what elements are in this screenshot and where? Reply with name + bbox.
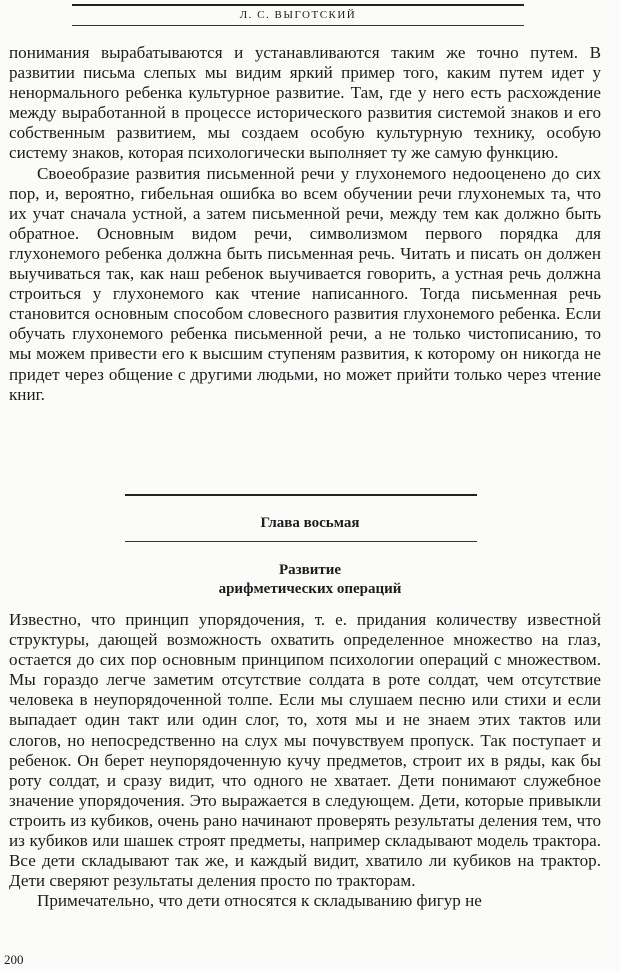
paragraph-continuation: понимания вырабатываются и устанавливаются таким же точно путем. В развитии письма слепых мы видим яркий пример того, каким путем идет у ненормального ребенка культурное развитие. Там, где у него есть расхождение между выработанной в процессе исторического развития системой знаков и его собственным развитием, мы создаем особую культурную технику, особую систему знаков, которая психологически выполняет ту же самую функцию.	[9, 43, 601, 163]
section-title-line-2: арифметических операций	[218, 580, 402, 597]
text-block-lower	[9, 610, 601, 911]
text-block-upper	[9, 43, 601, 405]
running-head-text: Л. С. ВЫГОТСКИЙ	[239, 9, 357, 21]
chapter-rule-bottom	[125, 541, 477, 542]
chapter-heading: Глава восьмая	[260, 515, 360, 531]
page-number: 200	[4, 952, 24, 967]
section-title-line-1: Развитие	[278, 562, 342, 578]
paragraph-deaf-mute-writing: Своеобразие развития письменной речи у глухонемого недооценено до сих пор, и, вероятно, гибельная ошибка во всем обучении речи глухонемых та, что их учат сначала устной, а затем письменной речи, между тем как должно быть обратное. Основным видом речи, символизмом первого порядка для глухонемого ребенка должна быть письменная речь. Читать и писать он должен выучиваться так, как наш ребенок выучивается говорить, а устная речь должна строиться у глухонемого как чтение написанного. Тогда письменная речь становится основным способом словесного развития глухонемого ребенка. Если обучать глухонемого ребенка письменной речи, а не только чистописанию, то мы можем привести его к высшим ступеням развития, к которому он никогда не придет через общение с другими людьми, но может прийти только через чтение книг.	[9, 163, 601, 404]
paragraph-ordering-principle: Известно, что принцип упорядочения, т. е. придания количеству известной структуры, дающей возможность охватить определенное множество на глаз, остается до сих пор основным принципом психологии операций с множеством. Мы гораздо легче заметим отсутствие солдата в роте солдат, чем отсутствие человека в неупорядоченной толпе. Если мы слушаем песню или стихи и если выпадает один такт или один слог, то, хотя мы и не знаем этих тактов или слогов, но непосредственно на слух мы почувствуем пропуск. Так поступает и ребенок. Он берет неупорядоченную кучу предметов, строит их в ряды, как бы роту солдат, и сразу видит, что одного не хватает. Дети понимают служебное значение упорядочения. Это выражается в следующем. Дети, которые привыкли строить из кубиков, очень рано начинают проверять результаты деления тем, что из кубиков или шашек строят предметы, например складывают модель трактора. Все дети складывают так же, и каждый видит, хватило ли кубиков на трактор. Дети сверяют результаты деления просто по тракторам.	[9, 610, 601, 891]
paragraph-figure-folding: Примечательно, что дети относятся к складыванию фигур не	[37, 891, 482, 911]
section-title	[0, 561, 620, 598]
chapter-rule-top	[125, 494, 477, 496]
running-head	[72, 4, 524, 26]
